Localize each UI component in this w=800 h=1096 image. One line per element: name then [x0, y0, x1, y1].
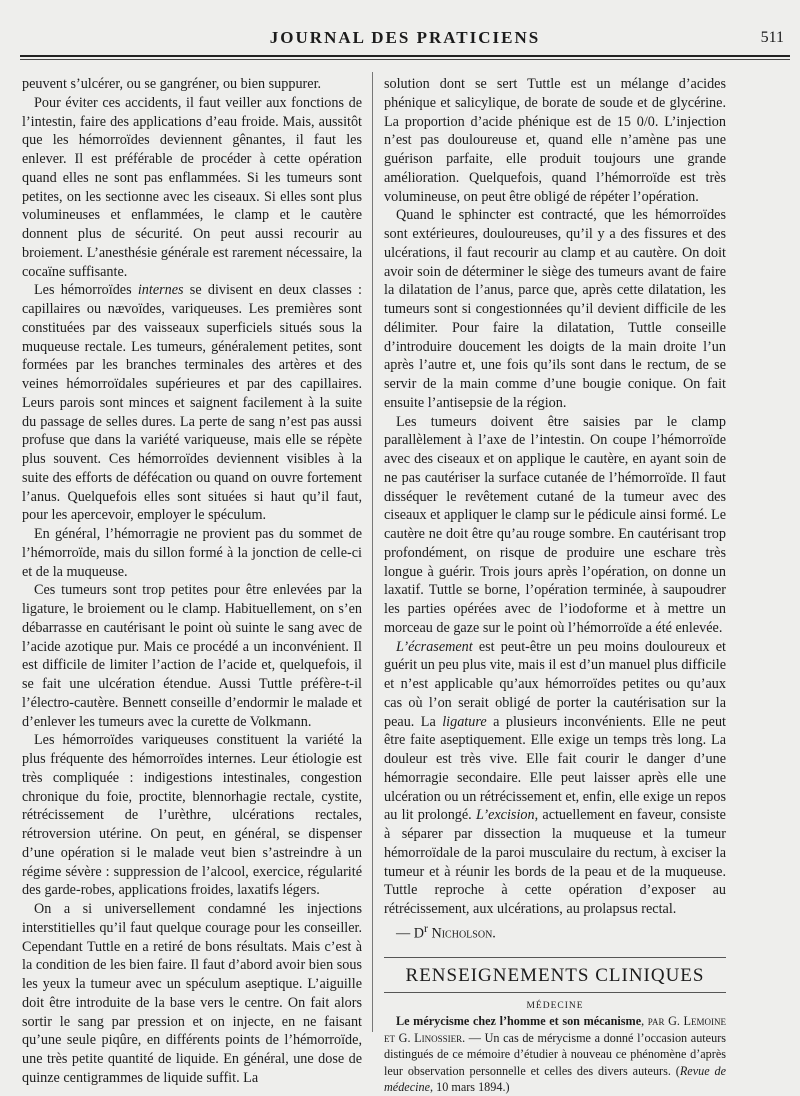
paragraph: peuvent s’ulcérer, ou se gangréner, ou bien suppurer. [22, 76, 322, 92]
signature-sup: r [423, 920, 428, 935]
text-run: Les hémorroïdes [34, 282, 138, 299]
column-divider [372, 72, 373, 1032]
paragraph: solution dont se sert Tuttle est un mélange d’acides phénique et salicylique, de borate de soude et de glycérine. La proportion d’acide phénique est de 15 0/0. L’injection n’est pas douloureuse et, quand elle n’amène pas une guérison parfaite, elle produit toujours une grande amélioration. Quelquefois, quand l’hémorroïde est très volumineuse, on peut être obligé de répéter l’opération. [384, 76, 726, 205]
note-text: — Un cas de mérycisme a donné l’occasion auteurs distingués de ce mémoire d’étudier à nouveau ce phénomène d’après leur observation personnelle et celles des divers auteurs. ( [384, 1030, 726, 1078]
paragraph [384, 638, 726, 919]
paragraph: En général, l’hémorragie ne provient pas du sommet de l’hémorroïde, mais du sillon formé à la jonction de celle-ci et de la muqueuse. [22, 526, 362, 580]
paragraph: Les tumeurs doivent être saisies par le clamp parallèlement à l’axe de l’intestin. On coupe l’hémorroïde avec des ciseaux et on applique le cautère, en ayant soin de ne pas cautériser la surface cutanée de l’hémorroïde. Il faut disséquer le revêtement cutané de la tumeur avec des ciseaux et appliquer le clamp sur le pédicule ainsi formé. Le cautère ne doit être qu’au rouge sombre. En cautérisant trop profondément, on risque de produire une eschare très longue à guérir. Trois jours après l’opération, on donne un laxatif. Tuttle se borne, l’opération terminée, à saupoudrer les parties opérées avec de l’iodoforme et à mettre un morceau de gaze sur le point où l’hémorroïde a été enlevée. [384, 413, 726, 636]
note-title: Le mérycisme chez l’homme et son mécanisme [396, 1014, 642, 1029]
right-column [384, 75, 726, 1096]
italic-term: L’écrasement [396, 638, 473, 655]
paragraph: Les hémorroïdes variqueuses constituent la variété la plus fréquente des hémorroïdes internes. Leur étiologie est très compliquée : indigestions intestinales, congestion chronique du foie, proctite, blennorhagie rectale, cystite, rétrécissement de l’urèthre, ulcérations rectales, rétroversion utérine. On peut, en général, se dispenser d’une opération si le malade veut bien s’astreindre à un régime sévère : suppression de l’alcool, exercice, régularité des garde-robes, applications froides, laxatifs légers. [22, 732, 362, 899]
paragraph: Ces tumeurs sont trop petites pour être enlevées par la ligature, le broiement ou le clamp. Habituellement, on s’en débarrasse en cautérisant le point où suinte le sang avec de l’acide azotique pur. Mais ce procédé a un inconvénient. Il est difficile de limiter l’action de l’acide et, quelquefois, il se fait une ulcération étendue. Aussi Tuttle préfère-t-il l’électro-cautère. Bennett conseille d’endormir le malade et d’enlever les tumeurs avec la curette de Volkmann. [22, 582, 362, 730]
signature-prefix: — D [396, 925, 424, 942]
text-run: , actuellement en faveur, consiste à séparer par dissection la muqueuse et la tumeur hémorroïdale de la paroi musculaire du rectum, à exciser la tumeur et à réunir les bords de la peau et de la muqueuse. Tuttle reproche à cette opération d’exposer au rétrécissement, aux ulcérations, au prolapsus rectal. [384, 807, 726, 917]
text-run: est peut-être un peu moins douloureux et guérit un peu plus vite, mais il est d’un manuel plus difficile et n’est applicable qu’aux hémorroïdes petites ou qu’aux cas où l’on serait obligé de porter la cautérisation sur la peau. La [384, 638, 726, 730]
signature-name: Nicholson. [431, 925, 496, 942]
page-header [20, 28, 790, 52]
clinical-note [384, 1013, 726, 1096]
note-date: , 10 mars 1894.) [430, 1080, 510, 1095]
paragraph: Quand le sphincter est contracté, que les hémorroïdes sont extérieures, douloureuses, qu’il y a des fissures et des ulcérations, il faut recourir au clamp et au cautère. On doit avoir soin de déterminer le siège des tumeurs avant de faire la dilatation de l’anus, parce que, après cette dilatation, les tumeurs sont si congestionnées qu’il devient difficile de les délimiter. Pour faire la dilatation, Tuttle conseille d’introduire doucement les doigts de la main droite l’un après l’autre et, une fois qu’ils sont dans le rectum, de se servir de la main comme d’une bougie conique. On fait ensuite l’antisepsie de la région. [384, 207, 726, 411]
paragraph: On a si universellement condamné les injections interstitielles qu’il faut quelque courage pour les conseiller. Cependant Tuttle en a retiré de bons résultats. Mais c’est à la condition de les bien faire. Il faut d’abord avoir bien sous les yeux la tumeur avec un spéculum aseptique. L’aiguille doit être introduite de la base vers le centre. On fait alors sortir le sang par pression et on injecte, en ne faisant qu’une seule piqûre, en différents points de l’hémorroïde, une très petite quantité de liquide. En général, une dose de quinze centigrammes de liquide suffit. La [22, 901, 362, 1086]
page-number: 511 [760, 29, 784, 46]
note-authors: , par G. Lemoine et G. Linossier. [384, 1014, 726, 1045]
text-run: a plusieurs inconvénients. Elle ne peut être faite aseptiquement. Elle exige un temps très long. La douleur est très vive. Elle fait courir le danger d’une hémorragie secondaire. Elle peut laisser après elle une ulcération ou un rétrécissement et, enfin, elle exige un repos au lit prolongé. [384, 713, 726, 824]
left-column [22, 75, 362, 1088]
section-subheading: MÉDECINE [526, 1001, 584, 1012]
note-journal: Revue de médecine [384, 1063, 726, 1095]
header-rule-thick [20, 55, 790, 57]
journal-title: JOURNAL DES PRATICIENS [269, 28, 541, 47]
author-signature [384, 919, 726, 943]
section-title: RENSEIGNEMENTS CLINIQUES [384, 957, 726, 993]
header-rule-thin [20, 59, 790, 60]
text-run: se divisent en deux classes : capillaires ou nævoïdes, variqueuses. Les premières sont constituées par des vaisseaux superficiels situés sous la muqueuse rectale. Les tumeurs, généralement petites, sont formées par les branches terminales des artères et des veines hémorroïdales supérieures et par des capillaires. Leurs parois sont minces et saignent facilement à la suite du passage de selles dures. La perte de sang n’est pas aussi profuse que dans la variété variqueuse, mais elle se répète plus souvent. Ces hémorroïdes deviennent visibles à la suite des efforts de défécation ou quand on ouvre fortement l’anus. Quelquefois elles sont situées si haut qu’il faut, pour les apercevoir, employer le spéculum. [22, 282, 362, 524]
paragraph [22, 281, 362, 525]
paragraph: Pour éviter ces accidents, il faut veiller aux fonctions de l’intestin, faire des applications d’eau froide. Mais, aussitôt que les hémorroïdes deviennent gênantes, il faut les enlever. Il est préférable de procéder à cette opération quand elles ne sont pas enflammées. Si les tumeurs sont petites, on les sectionne avec les ciseaux. Si elles sont plus volumineuses et enflammées, le clamp et le cautère donnent plus de sécurité. On peut aussi recourir au broiement. L’anesthésie générale est rarement nécessaire, la cocaïne suffisante. [22, 94, 362, 280]
italic-term: internes [137, 282, 184, 299]
italic-term: L’excision [476, 807, 535, 824]
italic-term: ligature [442, 713, 487, 730]
